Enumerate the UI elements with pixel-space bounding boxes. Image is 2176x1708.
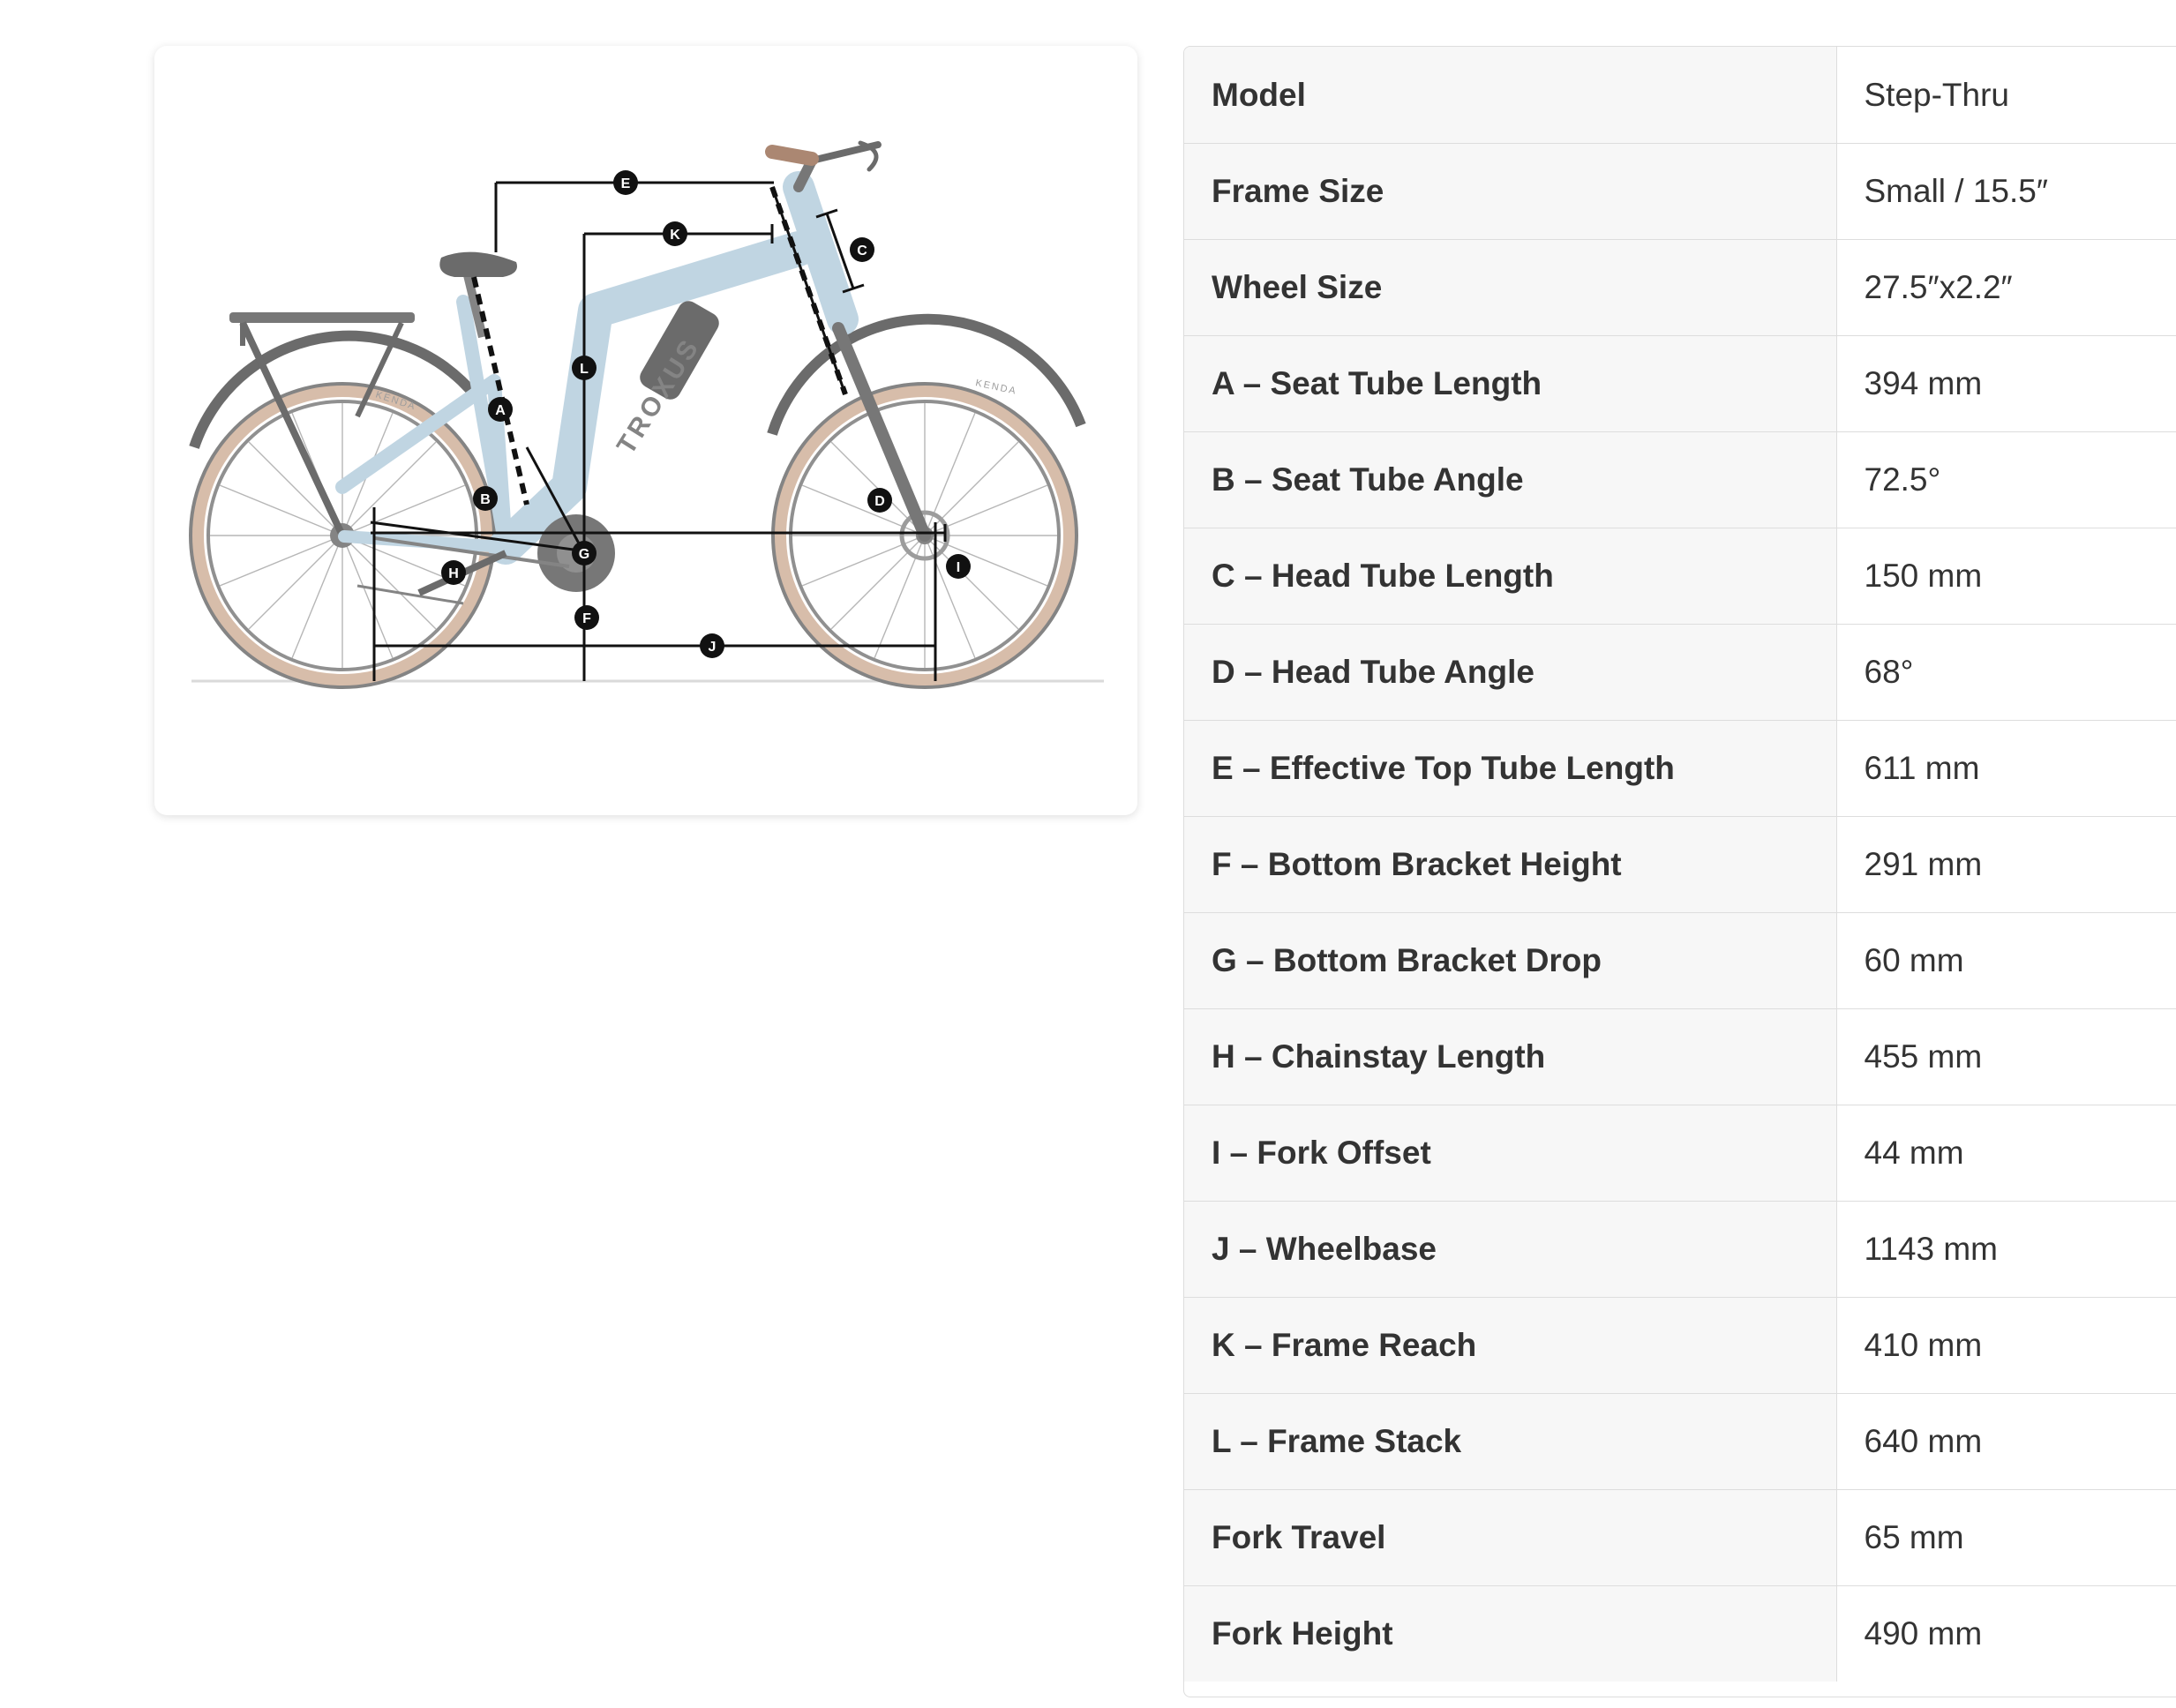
marker-f: [574, 605, 599, 630]
svg-text:D: D: [874, 494, 885, 509]
bike-geometry-image-card: [154, 46, 1137, 815]
spec-value: 410 mm: [1836, 1297, 2176, 1393]
spec-value: 150 mm: [1836, 528, 2176, 624]
geometry-spec-table-wrapper: [1183, 46, 2176, 1697]
spec-value: 611 mm: [1836, 720, 2176, 816]
table-row: [1184, 912, 2176, 1008]
marker-i: [946, 554, 971, 579]
spec-label: J – Wheelbase: [1184, 1201, 1836, 1297]
spec-value: 394 mm: [1836, 335, 2176, 431]
table-row: [1184, 335, 2176, 431]
spec-label: B – Seat Tube Angle: [1184, 431, 1836, 528]
spec-label: Fork Travel: [1184, 1489, 1836, 1585]
table-row: [1184, 1201, 2176, 1297]
svg-text:K: K: [670, 228, 680, 243]
bike-geometry-diagram: [154, 46, 1137, 815]
spec-label: G – Bottom Bracket Drop: [1184, 912, 1836, 1008]
spec-value: 455 mm: [1836, 1008, 2176, 1105]
spec-label: A – Seat Tube Length: [1184, 335, 1836, 431]
table-row: [1184, 624, 2176, 720]
svg-text:B: B: [480, 492, 491, 507]
svg-text:C: C: [857, 243, 867, 258]
spec-label: H – Chainstay Length: [1184, 1008, 1836, 1105]
svg-text:J: J: [708, 640, 717, 655]
table-row: [1184, 720, 2176, 816]
marker-e: [613, 170, 638, 195]
marker-c: [850, 237, 874, 262]
svg-text:G: G: [578, 547, 590, 562]
spec-value: 44 mm: [1836, 1105, 2176, 1201]
table-row: [1184, 1297, 2176, 1393]
marker-d: [867, 488, 892, 513]
table-row: [1184, 1393, 2176, 1489]
spec-value: Small / 15.5″: [1836, 143, 2176, 239]
svg-text:I: I: [956, 560, 961, 575]
spec-value: 27.5″x2.2″: [1836, 239, 2176, 335]
spec-label: E – Effective Top Tube Length: [1184, 720, 1836, 816]
table-row: [1184, 1105, 2176, 1201]
spec-label: I – Fork Offset: [1184, 1105, 1836, 1201]
spec-label: Fork Height: [1184, 1585, 1836, 1682]
table-row: [1184, 1489, 2176, 1585]
geometry-spec-table: [1184, 47, 2176, 1682]
spec-value: 1143 mm: [1836, 1201, 2176, 1297]
spec-value: 60 mm: [1836, 912, 2176, 1008]
table-row: [1184, 1585, 2176, 1682]
spec-value: 490 mm: [1836, 1585, 2176, 1682]
spec-label: D – Head Tube Angle: [1184, 624, 1836, 720]
spec-label: L – Frame Stack: [1184, 1393, 1836, 1489]
svg-text:H: H: [448, 566, 459, 581]
spec-label: Model: [1184, 47, 1836, 143]
marker-h: [441, 560, 466, 585]
spec-value: 640 mm: [1836, 1393, 2176, 1489]
marker-l: [572, 356, 597, 380]
rear-tire-brand-text: KENDA: [374, 389, 418, 413]
spec-label: Frame Size: [1184, 143, 1836, 239]
brand-text: TROXUS: [611, 332, 706, 460]
front-tire-brand-text: KENDA: [974, 378, 1018, 397]
svg-text:E: E: [620, 176, 631, 191]
dimension-markers: [441, 170, 971, 658]
marker-k: [663, 221, 687, 246]
marker-a: [488, 397, 513, 422]
svg-text:L: L: [580, 362, 589, 377]
spec-value: 65 mm: [1836, 1489, 2176, 1585]
spec-value: 291 mm: [1836, 816, 2176, 912]
table-row: [1184, 1008, 2176, 1105]
table-row: [1184, 816, 2176, 912]
front-fender: [772, 319, 1081, 434]
marker-g: [572, 541, 597, 566]
spec-label: F – Bottom Bracket Height: [1184, 816, 1836, 912]
svg-text:A: A: [495, 403, 506, 418]
spec-label: C – Head Tube Length: [1184, 528, 1836, 624]
marker-b: [473, 486, 498, 511]
spec-value: 68°: [1836, 624, 2176, 720]
spec-value: 72.5°: [1836, 431, 2176, 528]
table-row: [1184, 528, 2176, 624]
marker-j: [700, 633, 724, 658]
spec-value: Step-Thru: [1836, 47, 2176, 143]
table-row: [1184, 47, 2176, 143]
svg-text:F: F: [582, 611, 591, 626]
spec-label: K – Frame Reach: [1184, 1297, 1836, 1393]
table-row: [1184, 431, 2176, 528]
table-row: [1184, 143, 2176, 239]
spec-label: Wheel Size: [1184, 239, 1836, 335]
table-row: [1184, 239, 2176, 335]
